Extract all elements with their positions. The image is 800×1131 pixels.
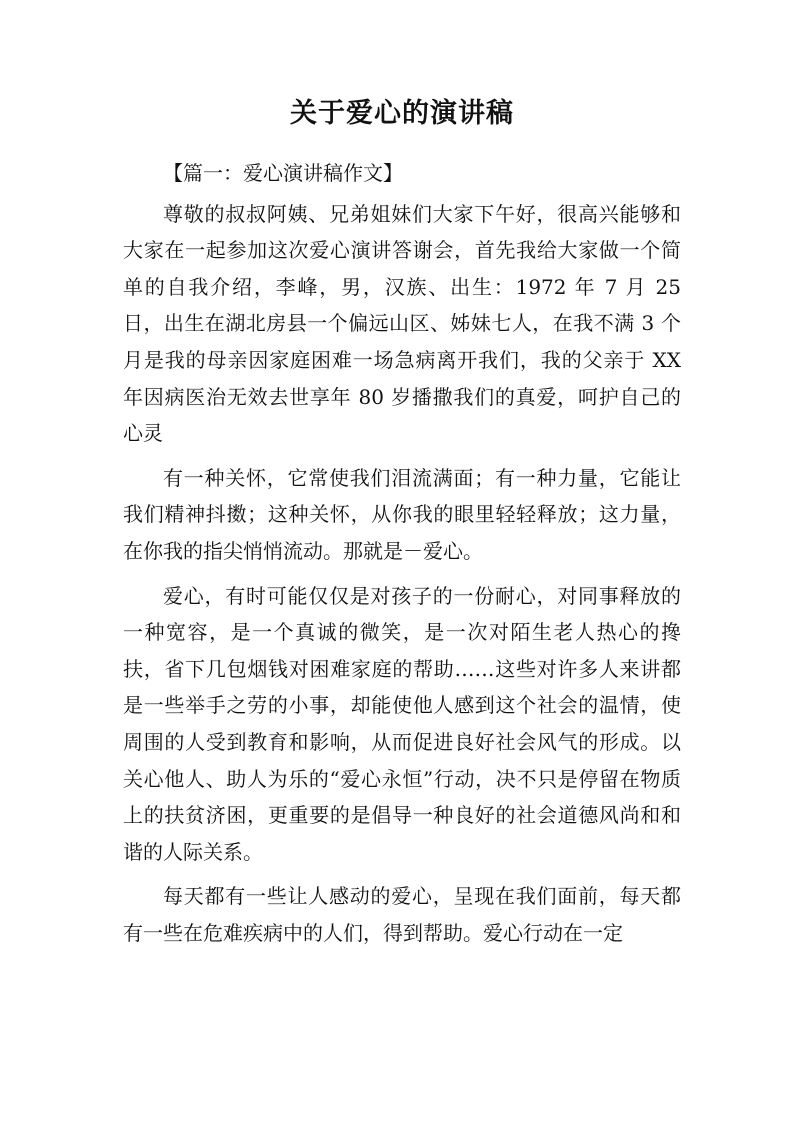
- paragraph-3: 爱心，有时可能仅仅是对孩子的一份耐心，对同事释放的一种宽容，是一个真诚的微笑，是一次对陌生老人热心的搀扶，省下几包烟钱对困难家庭的帮助……这些对许多人来讲都是一些举手之劳的小事，却能使他人感到这个社会的温情，使周围的人受到教育和影响，从而促进良好社会风气的形成。以关心他人、助人为乐的“爱心永恒”行动，决不只是停留在物质上的扶贫济困，更重要的是倡导一种良好的社会道德风尚和和谐的人际关系。: [123, 583, 681, 864]
- section-heading: 【篇一：爱心演讲稿作文】: [163, 161, 403, 185]
- document-title: 关于爱心的演讲稿: [290, 98, 514, 129]
- document-page: [123, 0, 681, 1131]
- paragraph-2: 有一种关怀，它常使我们泪流满面；有一种力量，它能让我们精神抖擞；这种关怀，从你我的眼里轻轻释放；这力量，在你我的指尖悄悄流动。那就是－爱心。: [123, 465, 681, 563]
- paragraph-4: 每天都有一些让人感动的爱心，呈现在我们面前，每天都有一些在危难疾病中的人们，得到帮助。爱心行动在一定: [123, 884, 681, 945]
- document-body: [123, 155, 681, 959]
- paragraph-1: 尊敬的叔叔阿姨、兄弟姐妹们大家下午好，很高兴能够和大家在一起参加这次爱心演讲答谢会，首先我给大家做一个简单的自我介绍，李峰，男，汉族、出生：1972 年 7 月 25 日，出生在湖北房县一个偏远山区、姊妹七人，在我不满 3 个月是我的母亲因家庭困难一场急病离开我们，我的父亲于 XX 年因病医治无效去世享年 80 岁播撒我们的真爱，呵护自己的心灵: [123, 201, 681, 446]
